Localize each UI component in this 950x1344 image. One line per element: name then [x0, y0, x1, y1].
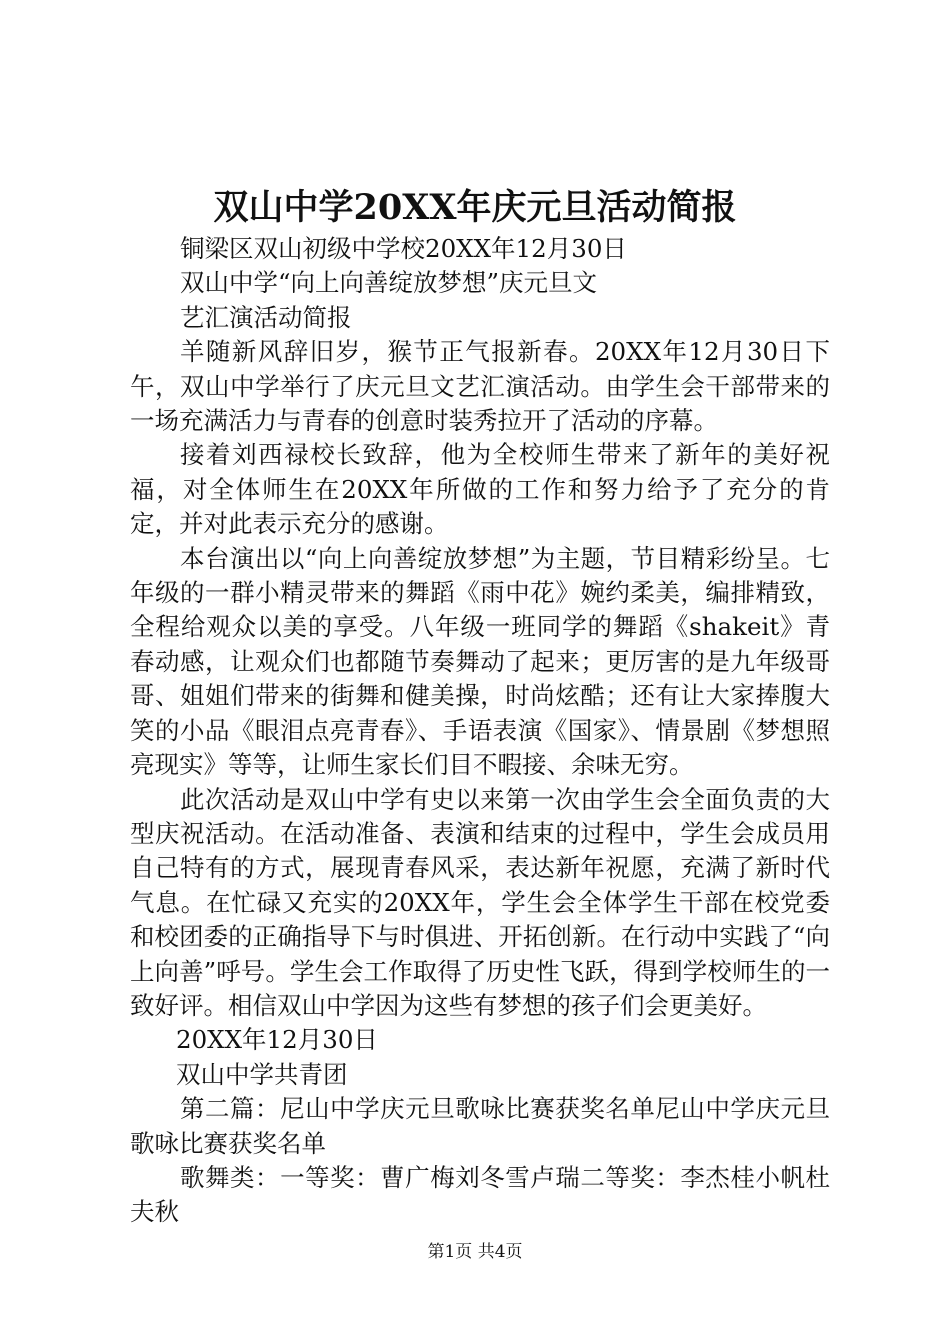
header-line-event-name: 双山中学“向上向善绽放梦想”庆元旦文 [180, 268, 598, 298]
section2-awards: 歌舞类：一等奖：曹广梅刘冬雪卢瑞二等奖：李杰桂小帆杜夫秋 [130, 1162, 830, 1227]
section2-heading: 第二篇：尼山中学庆元旦歌咏比赛获奖名单尼山中学庆元旦歌咏比赛获奖名单 [130, 1094, 830, 1158]
paragraph-opening: 羊随新风辞旧岁，猴节正气报新春。20XX年12月30日下午，双山中学举行了庆元旦文艺汇演活动。由学生会干部带来的一场充满活力与青春的创意时装秀拉开了活动的序幕。 [130, 337, 830, 436]
date-line: 20XX年12月30日 [176, 1025, 378, 1055]
header-line-school-date: 铜梁区双山初级中学校20XX年12月30日 [180, 234, 627, 263]
document-title: 双山中学20XX年庆元旦活动简报 [213, 187, 737, 228]
document-body [130, 232, 830, 1230]
signature-line: 双山中学共青团 [176, 1059, 348, 1089]
paragraph-performances: 本台演出以“向上向善绽放梦想”为主题，节目精彩纷呈。七年级的一群小精灵带来的舞蹈《雨中花》婉约柔美，编排精致，全程给观众以美的享受。八年级一班同学的舞蹈《shakeit》青春动感，让观众们也都随节奏舞动了起来；更厉害的是九年级哥哥、姐姐们带来的街舞和健美操，时尚炫酷；还有让大家捧腹大笑的小品《眼泪点亮青春》、手语表演《国家》、情景剧《梦想照亮现实》等等，让师生家长们目不暇接、余味无穷。 [130, 543, 830, 780]
paragraph-summary: 此次活动是双山中学有史以来第一次由学生会全面负责的大型庆祝活动。在活动准备、表演和结束的过程中，学生会成员用自己特有的方式，展现青春风采，表达新年祝愿，充满了新时代气息。在忙碌又充实的20XX年，学生会全体学生干部在校党委和校团委的正确指导下与时俱进、开拓创新。在行动中实践了“向上向善”呼号。学生会工作取得了历史性飞跃，得到学校师生的一致好评。相信双山中学因为这些有梦想的孩子们会更美好。 [130, 784, 830, 1020]
paragraph-speech: 接着刘西禄校长致辞，他为全校师生带来了新年的美好祝福，对全体师生在20XX年所做的工作和努力给予了充分的肯定，并对此表示充分的感谢。 [130, 440, 830, 539]
header-line-report: 艺汇演活动简报 [180, 302, 352, 332]
page-footer: 第1页 共4页 [427, 1242, 523, 1262]
